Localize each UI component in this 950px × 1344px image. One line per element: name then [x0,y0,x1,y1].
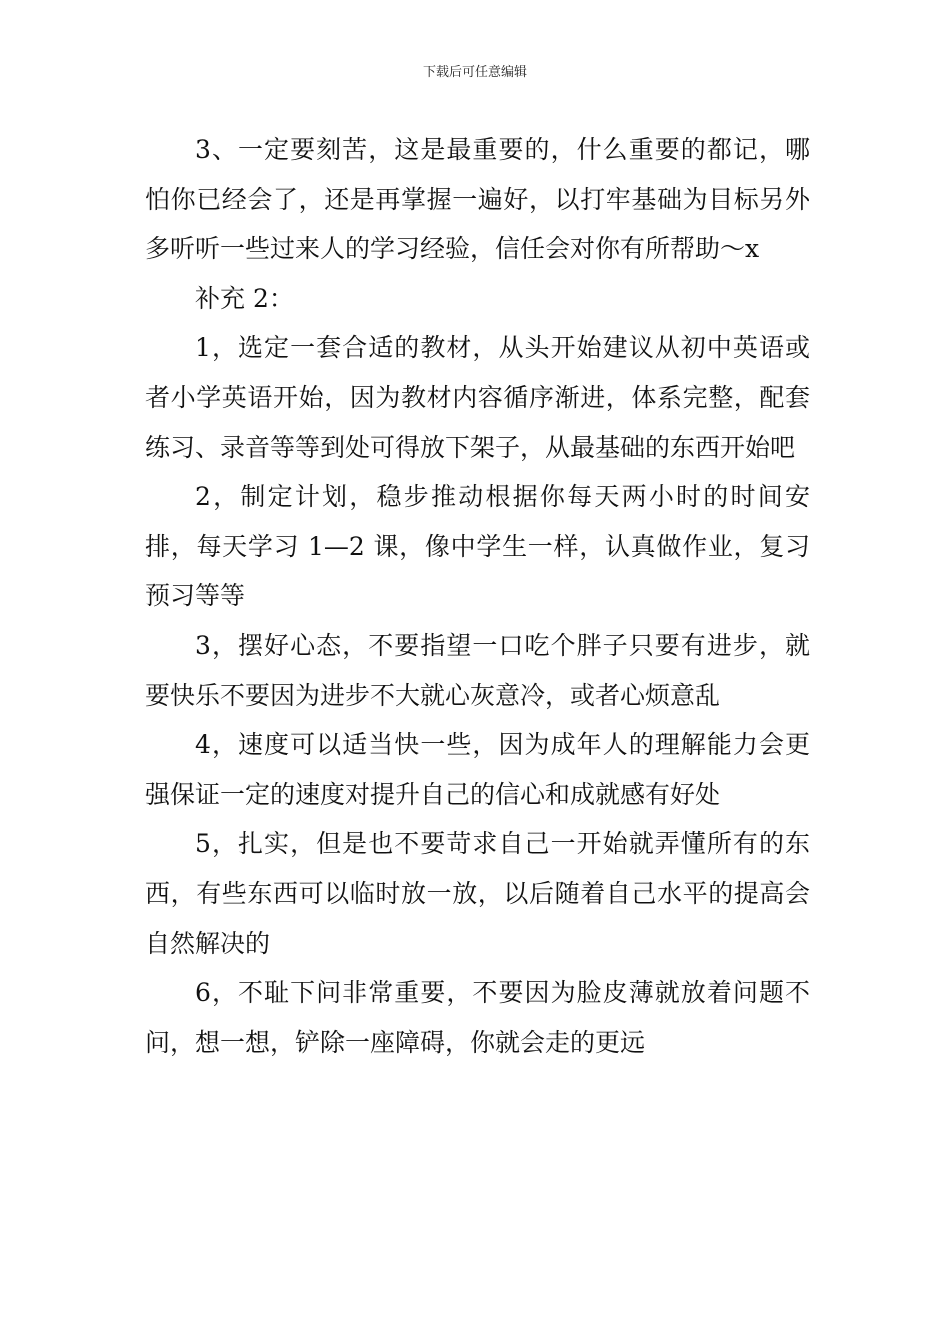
paragraph-step-1-textbook: 1，选定一套合适的教材，从头开始建议从初中英语或者小学英语开始，因为教材内容循序渐进，体系完整，配套练习、录音等等到处可得放下架子，从最基础的东西开始吧 [145,333,810,462]
document-body [145,125,810,1067]
paragraph-step-5-solid: 5，扎实，但是也不要苛求自己一开始就弄懂所有的东西，有些东西可以临时放一放，以后随着自己水平的提高会自然解决的 [145,829,810,958]
paragraph-step-3-mindset: 3，摆好心态，不要指望一口吃个胖子只要有进步，就要快乐不要因为进步不大就心灰意冷，或者心烦意乱 [145,630,810,710]
paragraph-step-4-speed: 4，速度可以适当快一些，因为成年人的理解能力会更强保证一定的速度对提升自己的信心和成就感有好处 [145,730,810,809]
paragraph-step-6-ask: 6，不耻下问非常重要，不要因为脸皮薄就放着问题不问，想一想，铲除一座障碍，你就会走的更远 [145,978,810,1057]
paragraph-tip-3-diligence: 3、一定要刻苦，这是最重要的，什么重要的都记，哪怕你已经会了，还是再掌握一遍好，以打牢基础为目标另外多听听一些过来人的学习经验，信任会对你有所帮助～x [145,135,810,264]
paragraph-step-2-plan: 2，制定计划，稳步推动根据你每天两小时的时间安排，每天学习 1—2 课，像中学生一样，认真做作业，复习预习等等 [145,482,810,611]
page-header: 下载后可任意编辑 [422,65,527,80]
paragraph-supplement-2-heading: 补充 2： [195,283,294,313]
